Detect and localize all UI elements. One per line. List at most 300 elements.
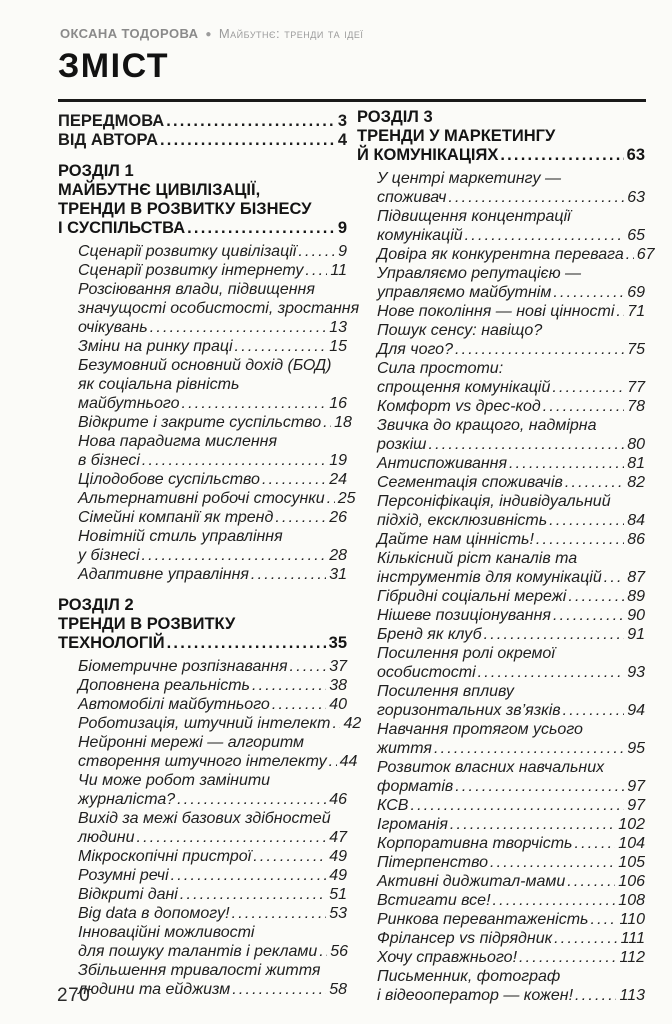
dot-leader: [298, 242, 335, 261]
dot-leader: [450, 815, 615, 834]
toc-item-lastline: [78, 470, 347, 489]
toc-item-text: Корпоративна творчість: [377, 835, 573, 852]
toc-item: [357, 245, 655, 264]
toc-page-ref: 112: [619, 949, 645, 966]
toc-item-line: Персоніфікація, індивідуальний: [377, 493, 611, 510]
toc-item-text: Автомобілі майбутнього: [78, 696, 270, 713]
toc-page-ref: 9: [338, 243, 347, 260]
toc-page-ref: 75: [627, 341, 645, 358]
toc-item-line: Розсіювання влади, підвищення: [78, 281, 315, 298]
toc-item-lastline: [78, 942, 347, 961]
toc-item-lastline: [78, 565, 347, 584]
toc-front-entry-text: ВІД АВТОРА: [58, 131, 159, 149]
toc-item-text: майбутнього: [78, 395, 180, 412]
toc-item-text: розкіш: [377, 436, 427, 453]
toc-page-ref: 113: [619, 987, 645, 1004]
toc-item-text: життя: [377, 740, 432, 757]
toc-item: [357, 549, 645, 587]
toc-item-lastline: [78, 904, 347, 923]
toc-item-list: [357, 169, 655, 1005]
toc-page-ref: 102: [618, 816, 645, 833]
toc-section-heading-line: ТРЕНДИ В РОЗВИТКУ: [58, 615, 236, 633]
toc-item-text: Альтернативні робочі стосунки: [78, 490, 325, 507]
toc-item-text: Цілодобове суспільство: [78, 471, 260, 488]
toc-item-line: Управляємо репутацією —: [377, 265, 582, 282]
toc-section-heading-text: ТЕХНОЛОГІЙ: [58, 634, 165, 652]
toc-page-ref: 40: [329, 696, 347, 713]
toc-page-ref: 65: [627, 227, 645, 244]
toc-page-ref: 97: [627, 797, 645, 814]
toc-item: [58, 961, 347, 999]
toc-page-ref: 95: [627, 740, 645, 757]
toc-item-line: Кількісний ріст каналів та: [377, 550, 578, 567]
toc-item-lastline: [78, 489, 356, 508]
toc-item: [58, 885, 347, 904]
toc-front-entry-text: ПЕРЕДМОВА: [58, 112, 165, 130]
toc-item: [58, 489, 356, 508]
toc-item: [58, 242, 347, 261]
toc-item-text: Гібридні соціальні мережі: [377, 588, 567, 605]
dot-leader: [232, 980, 326, 999]
toc-item: [357, 720, 645, 758]
toc-item: [357, 321, 645, 359]
running-header: [60, 26, 363, 41]
toc-item-text: Big data в допомогу!: [78, 905, 230, 922]
toc-item-text: Розумні речі: [78, 867, 169, 884]
toc-item: [58, 432, 347, 470]
toc-item: [58, 470, 347, 489]
toc-page-ref: 46: [329, 791, 347, 808]
toc-item-text: в бізнесі: [78, 452, 140, 469]
toc-item-lastline: [377, 397, 645, 416]
toc-item-text: управляємо майбутнім: [377, 284, 552, 301]
toc-page-ref: 84: [627, 512, 645, 529]
dot-leader: [187, 219, 335, 238]
toc-item: [357, 606, 645, 625]
dot-leader: [252, 676, 326, 695]
toc-item-text: Біометричне розпізнавання: [78, 658, 288, 675]
toc-item: [58, 809, 347, 847]
toc-page-ref: 28: [329, 547, 347, 564]
toc-page-ref: 80: [627, 436, 645, 453]
toc-front-block: [58, 112, 347, 150]
toc-item: [58, 337, 347, 356]
dot-leader: [590, 910, 616, 929]
dot-leader: [549, 511, 624, 530]
toc-page-ref: 38: [329, 677, 347, 694]
dot-leader: [253, 847, 326, 866]
dot-leader: [160, 131, 335, 150]
toc-item-lastline: [377, 606, 645, 625]
dot-leader: [251, 565, 326, 584]
dot-leader: [490, 853, 615, 872]
toc-item-text: Нішеве позиціонування: [377, 607, 551, 624]
toc-front-entry-lastline: [58, 112, 347, 131]
toc-item: [58, 565, 347, 584]
toc-page-ref: 97: [627, 778, 645, 795]
dot-leader: [272, 695, 326, 714]
toc-item: [58, 356, 347, 413]
toc-item-lastline: [377, 739, 645, 758]
dot-leader: [554, 929, 618, 948]
toc-item-lastline: [78, 242, 347, 261]
toc-item-text: спрощення комунікацій: [377, 379, 551, 396]
toc-item: [58, 508, 347, 527]
dot-leader: [509, 454, 624, 473]
toc-item-text: людини: [78, 829, 135, 846]
toc-item-lastline: [377, 530, 645, 549]
toc-item-lastline: [377, 872, 645, 891]
dot-leader: [575, 986, 616, 1005]
dot-leader: [604, 568, 624, 587]
toc-item: [357, 891, 645, 910]
toc-page-ref: 81: [627, 455, 645, 472]
toc-item-lastline: [377, 948, 645, 967]
dot-leader: [181, 394, 326, 413]
toc-item-text: очікувань: [78, 319, 148, 336]
toc-item-text: Ринкова перевантаженість: [377, 911, 589, 928]
dot-leader: [465, 226, 625, 245]
toc-page-ref: 78: [627, 398, 645, 415]
toc-page-ref: 15: [329, 338, 347, 355]
dot-leader: [232, 904, 327, 923]
dot-leader: [567, 872, 615, 891]
toc-item-text: особистості: [377, 664, 476, 681]
toc-item-list: [58, 242, 360, 584]
dot-leader: [150, 318, 327, 337]
bullet-separator-icon: ●: [205, 29, 212, 40]
dot-leader: [568, 587, 624, 606]
toc-item-lastline: [377, 587, 645, 606]
toc-item: [357, 625, 645, 644]
toc-item-lastline: [78, 866, 347, 885]
toc-item-line: Посилення впливу: [377, 683, 514, 700]
toc-item-lastline: [377, 929, 645, 948]
toc-item-line: Безумовний основний дохід (БОД): [78, 357, 332, 374]
toc-item-text: Відкрите і закрите суспільство: [78, 414, 322, 431]
toc-item-line: Нейронні мережі — алгоритм: [78, 734, 304, 751]
dot-leader: [332, 714, 340, 733]
dot-leader: [519, 948, 616, 967]
dot-leader: [553, 606, 624, 625]
toc-section-heading: [357, 108, 645, 165]
toc-item-lastline: [78, 676, 347, 695]
toc-item: [357, 530, 645, 549]
dot-leader: [327, 489, 335, 508]
toc-item: [357, 302, 645, 321]
toc-item-text: Мікроскопічні пристрої: [78, 848, 252, 865]
toc-item-lastline: [377, 378, 645, 397]
toc-item-lastline: [78, 847, 347, 866]
toc-front-entry-lastline: [58, 131, 347, 150]
toc-item: [58, 866, 347, 885]
toc-item-lastline: [377, 454, 645, 473]
toc-item-lastline: [377, 834, 645, 853]
toc-item: [357, 397, 645, 416]
toc-item-lastline: [377, 473, 645, 492]
toc-item-lastline: [78, 714, 362, 733]
toc-item-text: інструментів для комунікацій: [377, 569, 602, 586]
toc-item-text: горизонтальних зв’язків: [377, 702, 561, 719]
toc-item-text: Бренд як клуб: [377, 626, 482, 643]
toc-item-text: Зміни на ринку праці: [78, 338, 233, 355]
toc-item: [357, 948, 645, 967]
toc-item: [58, 847, 347, 866]
toc-section-heading-lastline: [58, 219, 347, 238]
toc-item-text: підхід, ексклюзивність: [377, 512, 548, 529]
toc-item-line: Розвиток власних навчальних: [377, 759, 605, 776]
toc-item-text: Дайте нам цінність!: [377, 531, 534, 548]
dot-leader: [262, 470, 326, 489]
toc-item-text: Хочу справжнього!: [377, 949, 518, 966]
toc-section-heading-line: МАЙБУТНЄ ЦИВІЛІЗАЦІЇ,: [58, 181, 261, 199]
toc-page-ref: 18: [334, 414, 352, 431]
toc-front-entry: [58, 131, 347, 150]
page-number-folio: 270: [57, 985, 91, 1006]
toc-item: [58, 413, 352, 432]
toc-item-text: для пошуку талантів і реклами: [78, 943, 318, 960]
toc-item: [357, 758, 645, 796]
toc-page-ref: 94: [627, 702, 645, 719]
toc-page-ref: 42: [343, 715, 362, 732]
toc-item-text: Відкриті дані: [78, 886, 178, 903]
toc-item-text: людини та ейджизм: [78, 981, 231, 998]
toc-item-lastline: [78, 261, 347, 280]
toc-item: [357, 834, 645, 853]
dot-leader: [626, 245, 634, 264]
dot-leader: [235, 337, 327, 356]
toc-section-heading-line: РОЗДІЛ 1: [58, 162, 134, 180]
toc-item-lastline: [377, 891, 645, 910]
toc-item: [357, 815, 645, 834]
toc-item: [58, 695, 347, 714]
toc-page-ref: 110: [619, 911, 645, 928]
toc-item-lastline: [377, 625, 645, 644]
toc-item-lastline: [377, 568, 645, 587]
toc-item-lastline: [78, 318, 347, 337]
toc-item-line: Збільшення тривалості життя: [78, 962, 321, 979]
toc-item-text: Сценарії розвитку інтернету: [78, 262, 304, 279]
toc-page-ref: 82: [627, 474, 645, 491]
toc-item-text: споживач: [377, 189, 447, 206]
toc-item-text: Пітерпенство: [377, 854, 489, 871]
dot-leader: [434, 739, 624, 758]
toc-item: [357, 853, 645, 872]
toc-item: [357, 872, 645, 891]
dot-leader: [305, 261, 327, 280]
book-title: Майбутнє: тренди та ідеї: [218, 26, 364, 41]
toc-item: [357, 644, 645, 682]
toc-page-ref: 24: [329, 471, 347, 488]
toc-page-ref: 105: [618, 854, 645, 871]
toc-item-lastline: [78, 980, 347, 999]
dot-leader: [323, 413, 331, 432]
toc-page-ref: 19: [329, 452, 347, 469]
toc-item-text: форматів: [377, 778, 454, 795]
toc-page-ref: 108: [618, 892, 645, 909]
toc-item-lastline: [78, 413, 352, 432]
dot-leader: [319, 942, 327, 961]
toc-page-ref: 9: [337, 219, 347, 237]
toc-section-heading-line: ТРЕНДИ В РОЗВИТКУ БІЗНЕСУ: [58, 200, 312, 218]
toc-page-ref: 51: [329, 886, 347, 903]
dot-leader: [428, 435, 624, 454]
toc-page-ref: 106: [618, 873, 645, 890]
toc-item-lastline: [377, 796, 645, 815]
dot-leader: [552, 378, 624, 397]
toc-page-ref: 89: [627, 588, 645, 605]
toc-item-line: У центрі маркетингу —: [377, 170, 561, 187]
toc-item-lastline: [377, 777, 645, 796]
toc-item: [357, 454, 645, 473]
toc-item-line: Нова парадигма мислення: [78, 433, 278, 450]
toc-column-right: [357, 108, 655, 1005]
toc-item: [58, 676, 347, 695]
dot-leader: [616, 302, 624, 321]
toc-item-lastline: [377, 511, 645, 530]
toc-item-lastline: [377, 701, 645, 720]
toc-item-line: значущості особистості, зростання: [78, 300, 360, 317]
toc-front-entry: [58, 112, 347, 131]
dot-leader: [177, 790, 326, 809]
toc-item-text: у бізнесі: [78, 547, 140, 564]
toc-page-ref: 26: [329, 509, 347, 526]
toc-page-ref: 3: [337, 112, 347, 130]
toc-item-text: Нове покоління — нові цінності: [377, 303, 615, 320]
toc-item-text: журналіста?: [78, 791, 176, 808]
toc-item: [357, 473, 645, 492]
toc-page-ref: 16: [329, 395, 347, 412]
toc-page-ref: 47: [329, 829, 347, 846]
toc-item: [357, 264, 645, 302]
toc-item-text: Роботизація, штучний інтелект: [78, 715, 331, 732]
toc-item-line: Пошук сенсу: навіщо?: [377, 322, 543, 339]
toc-item-line: Звичка до кращого, надмірна: [377, 417, 597, 434]
toc-page-ref: 69: [627, 284, 645, 301]
toc-page-ref: 49: [329, 848, 347, 865]
dot-leader: [553, 283, 624, 302]
toc-page-ref: 63: [626, 146, 645, 164]
toc-page-ref: 77: [627, 379, 645, 396]
dot-leader: [536, 530, 624, 549]
toc-section: [58, 596, 362, 999]
toc-page-ref: 111: [620, 930, 645, 947]
toc-item: [58, 714, 362, 733]
toc-page-ref: 37: [329, 658, 347, 675]
toc-item: [58, 733, 358, 771]
toc-page-ref: 58: [329, 981, 347, 998]
toc-page-ref: 90: [627, 607, 645, 624]
dot-leader: [137, 828, 327, 847]
toc-page-ref: 104: [618, 835, 645, 852]
toc-item-line: Навчання протягом усього: [377, 721, 583, 738]
toc-section-heading-text: І СУСПІЛЬСТВА: [58, 219, 186, 237]
toc-item-line: Новітній стиль управління: [78, 528, 283, 545]
toc-item-text: створення штучного інтелекту: [78, 753, 327, 770]
toc-item-text: КСВ: [377, 797, 409, 814]
toc-item-line: Посилення ролі окремої: [377, 645, 555, 662]
dot-leader: [410, 796, 624, 815]
toc-section-heading-line: ТРЕНДИ У МАРКЕТИНГУ: [357, 127, 556, 145]
toc-item: [58, 280, 360, 337]
toc-item-line: Письменник, фотограф: [377, 968, 561, 985]
toc-item-text: Встигати все!: [377, 892, 491, 909]
toc-item-lastline: [78, 828, 347, 847]
dot-leader: [329, 752, 337, 771]
toc-column-left: [58, 112, 362, 999]
toc-item-lastline: [377, 663, 645, 682]
dot-leader: [142, 451, 326, 470]
toc-page-ref: 53: [329, 905, 347, 922]
dot-leader: [171, 866, 327, 885]
toc-section: [58, 162, 360, 584]
toc-page-ref: 44: [339, 753, 358, 770]
dot-leader: [484, 625, 625, 644]
toc-item: [357, 416, 645, 454]
dot-leader: [574, 834, 615, 853]
toc-item-lastline: [377, 302, 645, 321]
toc-item-text: Сценарії розвитку цивілізації: [78, 243, 297, 260]
toc-item-text: Доповнена реальність: [78, 677, 250, 694]
toc-item-lastline: [377, 226, 645, 245]
dot-leader: [565, 473, 624, 492]
toc-item-text: Сегментація споживачів: [377, 474, 563, 491]
toc-item-lastline: [78, 508, 347, 527]
toc-item-lastline: [78, 394, 347, 413]
toc-item-line: як соціальна рівність: [78, 376, 240, 393]
toc-page-ref: 93: [627, 664, 645, 681]
dot-leader: [493, 891, 616, 910]
toc-page-ref: 87: [627, 569, 645, 586]
toc-page-ref: 91: [627, 626, 645, 643]
toc-page-ref: 86: [627, 531, 645, 548]
toc-page-ref: 67: [636, 246, 655, 263]
toc-item-lastline: [377, 283, 645, 302]
toc-section-heading-lastline: [58, 634, 347, 653]
toc-item-lastline: [78, 451, 347, 470]
toc-item: [357, 492, 645, 530]
toc-page-ref: 13: [329, 319, 347, 336]
toc-item-lastline: [377, 245, 655, 264]
toc-item-lastline: [78, 695, 347, 714]
page-title: ЗМІСТ: [58, 47, 170, 85]
toc-page-ref: 35: [328, 634, 347, 652]
toc-item-lastline: [78, 657, 347, 676]
author-name: ОКСАНА ТОДОРОВА: [60, 26, 199, 41]
toc-item: [58, 261, 347, 280]
toc-item-text: Сімейні компанії як тренд: [78, 509, 274, 526]
toc-item-lastline: [78, 752, 358, 771]
toc-item: [357, 796, 645, 815]
toc-item-text: комунікацій: [377, 227, 463, 244]
dot-leader: [563, 701, 625, 720]
toc-item-lastline: [377, 853, 645, 872]
toc-item-lastline: [377, 188, 645, 207]
toc-item: [357, 967, 645, 1005]
dot-leader: [167, 634, 326, 653]
toc-item: [357, 587, 645, 606]
dot-leader: [290, 657, 327, 676]
toc-item-line: Сила простоти:: [377, 360, 504, 377]
dot-leader: [478, 663, 625, 682]
dot-leader: [142, 546, 327, 565]
toc-item-line: Інноваційні можливості: [78, 924, 255, 941]
dot-leader: [500, 146, 623, 165]
dot-leader: [448, 188, 624, 207]
toc-item-text: Для чого?: [377, 341, 453, 358]
toc-item-lastline: [78, 546, 347, 565]
toc-page-ref: 11: [330, 262, 347, 279]
